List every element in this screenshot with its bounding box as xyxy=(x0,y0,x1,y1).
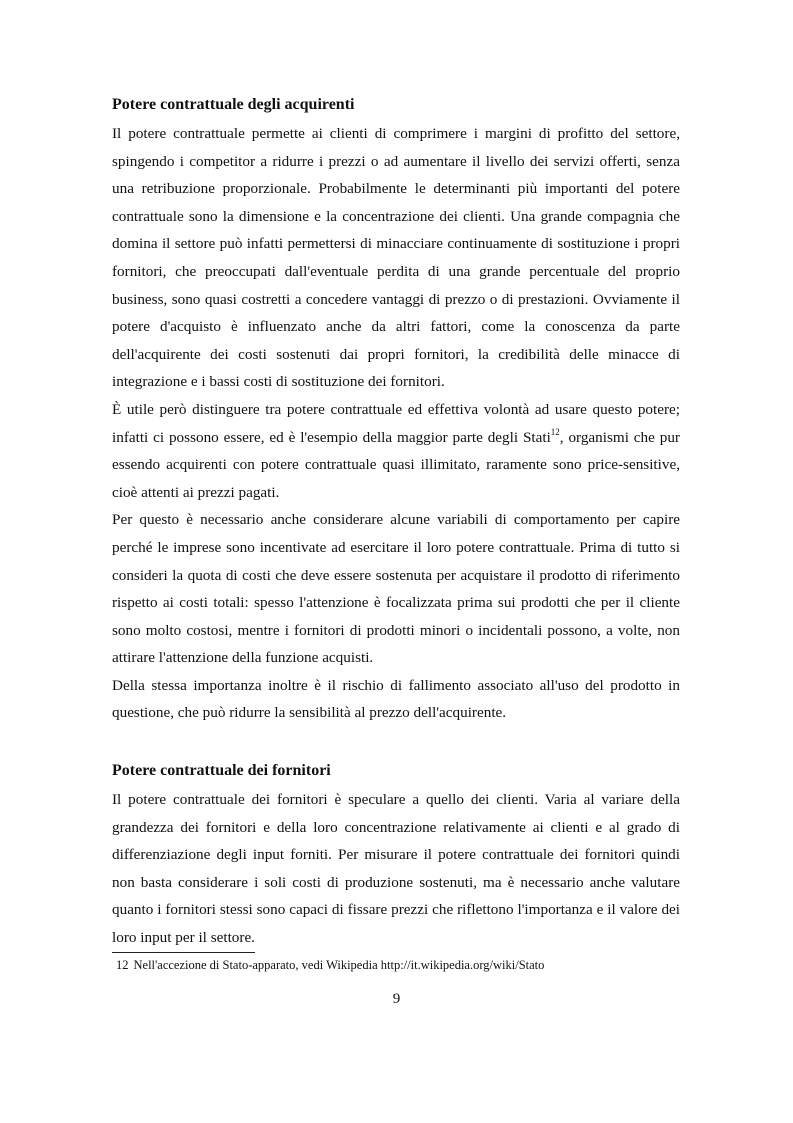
paragraph: Il potere contrattuale permette ai clienti di comprimere i margini di profitto del settore, spingendo i competitor a ridurre i prezzi o ad aumentare il livello dei servizi offerti, senza una retribuzione proporzionale. Probabilmente le determinanti più importanti del potere contrattuale sono la dimensione e la concentrazione dei clienti. Una grande compagnia che domina il settore può infatti permettersi di minacciare continuamente di sostituzione i propri fornitori, che preoccupati dall'eventuale perdita di una grande percentuale del proprio business, sono quasi costretti a concedere vantaggi di prezzo o di prestazioni. Ovviamente il potere d'acquisto è influenzato anche da altri fattori, come la conoscenza da parte dell'acquirente dei costi sostenuti dai propri fornitori, la credibilità delle minacce di integrazione e i bassi costi di sostituzione dei fornitori. xyxy=(112,125,680,391)
paragraph: Per questo è necessario anche considerare alcune variabili di comportamento per capire perché le imprese sono incentivate ad esercitare il loro potere contrattuale. Prima di tutto si consideri la quota di costi che deve essere sostenuta per acquistare il prodotto di riferimento rispetto ai costi totali: spesso l'attenzione è focalizzata prima sui prodotti che per il cliente sono molto costosi, mentre i fornitori di prodotti minori o incidentali possono, a volte, non attirare l'attenzione della funzione acquisti. xyxy=(112,511,680,667)
paragraph xyxy=(112,396,680,506)
footnote xyxy=(116,957,544,973)
footnote-separator xyxy=(112,952,255,953)
section-heading: Potere contrattuale degli acquirenti xyxy=(112,96,355,113)
section-buyers-power xyxy=(112,93,680,727)
section-heading: Potere contrattuale dei fornitori xyxy=(112,762,331,780)
footnote-text: Nell'accezione di Stato-apparato, vedi Wikipedia http://it.wikipedia.org/wiki/Stato xyxy=(133,958,545,972)
footnote-number: 12 xyxy=(116,958,129,972)
footnote-reference[interactable]: 12 xyxy=(550,426,560,437)
paragraph: Il potere contrattuale dei fornitori è speculare a quello dei clienti. Varia al variare della grandezza dei fornitori e della loro concentrazione relativamente ai clienti e al grado di differenziazione degli input forniti. Per misurare il potere contrattuale dei fornitori quindi non basta considerare i soli costi di produzione sostenuti, ma è necessario anche valutare quanto i fornitori stessi sono capaci di fissare prezzi che riflettono l'importanza e il valore dei loro input per il settore. xyxy=(112,791,680,947)
paragraph: Della stessa importanza inoltre è il rischio di fallimento associato all'uso del prodotto in questione, che può ridurre la sensibilità al prezzo dell'acquirente. xyxy=(112,676,680,722)
paragraph-text: È utile però distinguere tra potere contrattuale ed effettiva volontà ad usare questo potere; infatti ci possono essere, ed è l'esempio della maggior parte degli Stati xyxy=(112,400,680,446)
page-number: 9 xyxy=(392,991,401,1007)
section-spacer xyxy=(112,727,680,759)
paragraph-text: , organismi che pur essendo acquirenti con potere contrattuale quasi illimitato, raramente sono price-sensitive, cioè attenti ai prezzi pagati. xyxy=(112,428,680,501)
document-body xyxy=(112,93,680,952)
section-suppliers-power xyxy=(112,759,680,952)
